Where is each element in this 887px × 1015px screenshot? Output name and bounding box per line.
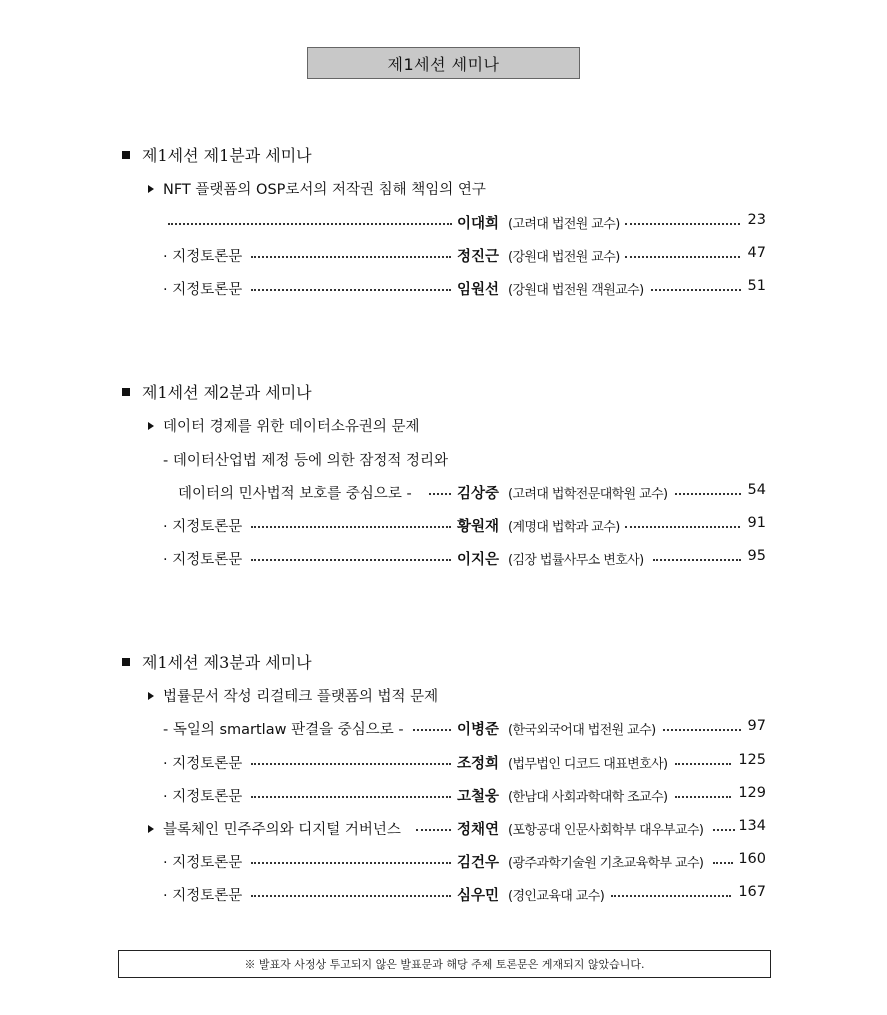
toc-entry [163,785,766,807]
triangle-bullet-icon [148,185,154,193]
section-heading-text: 제1세션 제3분과 세미나 [142,653,312,672]
author-name: 이대희 [457,216,500,232]
leader-dots [625,256,740,258]
page-number: 160 [738,851,766,867]
topic-title [148,178,486,199]
page-number: 167 [738,884,766,900]
page-number: 129 [738,785,766,801]
page-number: 134 [738,818,766,834]
square-bullet-icon [122,151,130,159]
square-bullet-icon [122,388,130,396]
leader-dots [251,763,451,765]
author-name: 정채연 [457,822,500,838]
author-name: 이지은 [457,552,500,568]
entry-label: · 지정토론문 [163,552,243,568]
entry-label: · 지정토론문 [163,282,243,298]
author-affiliation: (강원대 법전원 객원교수) [508,283,644,298]
topic-subtitle: - 데이터산업법 제정 등에 의한 잠정적 정리와 [163,453,449,469]
author-name: 심우민 [457,888,500,904]
toc-entry [163,482,766,504]
leader-dots [625,526,740,528]
leader-dots [251,526,451,528]
footnote-box [118,950,771,978]
entry-label: · 지정토론문 [163,519,243,535]
section-heading-text: 제1세션 제1분과 세미나 [142,146,312,165]
author-affiliation: (경인교육대 교수) [508,889,605,904]
page-number: 54 [747,482,766,498]
author-affiliation: (고려대 법학전문대학원 교수) [508,487,668,502]
topic-text: 법률문서 작성 리걸테크 플랫폼의 법적 문제 [163,689,439,705]
section-heading-2 [122,380,312,403]
triangle-bullet-icon [148,825,154,833]
entry-label: - 독일의 smartlaw 판결을 중심으로 - [163,722,404,738]
entry-label: · 지정토론문 [163,855,243,871]
leader-dots [675,763,731,765]
leader-dots [625,223,740,225]
author-affiliation: (법무법인 디코드 대표변호사) [508,757,668,772]
leader-dots [675,493,741,495]
toc-entry [163,515,766,537]
page-number: 47 [747,245,766,261]
topic-text: NFT 플랫폼의 OSP로서의 저작권 침해 책임의 연구 [163,182,486,198]
section-heading-3 [122,650,312,673]
leader-dots [429,493,451,495]
toc-entry [163,278,766,300]
author-name: 황원재 [457,519,500,535]
author-affiliation: (포항공대 인문사회학부 대우부교수) [508,823,704,838]
entry-label: · 지정토론문 [163,789,243,805]
entry-label: · 지정토론문 [163,756,243,772]
author-affiliation: (고려대 법전원 교수) [508,217,620,232]
page-number: 23 [747,212,766,228]
leader-dots [251,796,451,798]
author-affiliation: (한국외국어대 법전원 교수) [508,723,656,738]
author-affiliation: (한남대 사회과학대학 조교수) [508,790,668,805]
leader-dots [663,729,741,731]
leader-dots [251,862,451,864]
leader-dots [651,289,741,291]
toc-entry [163,884,766,906]
toc-entry [163,245,766,267]
leader-dots [251,559,451,561]
author-affiliation: (강원대 법전원 교수) [508,250,620,265]
toc-entry [163,752,766,774]
leader-dots [413,729,451,731]
entry-label: · 지정토론문 [163,249,243,265]
author-affiliation: (김장 법률사무소 변호사) [508,553,644,568]
toc-entry [148,818,766,840]
leader-dots [251,256,451,258]
author-name: 김건우 [457,855,500,871]
leader-dots [168,223,452,225]
page-number: 51 [747,278,766,294]
leader-dots [675,796,731,798]
author-name: 고철웅 [457,789,500,805]
toc-entry [163,548,766,570]
topic-title [148,415,420,436]
footnote-text: ※ 발표자 사정상 투고되지 않은 발표문과 해당 주제 토론문은 게재되지 않았습니다. [244,958,645,971]
toc-entry [163,212,766,234]
author-affiliation: (계명대 법학과 교수) [508,520,620,535]
author-name: 정진근 [457,249,500,265]
section-heading-text: 제1세션 제2분과 세미나 [142,383,312,402]
toc-entry [163,718,766,740]
page-number: 95 [747,548,766,564]
square-bullet-icon [122,658,130,666]
topic-text: 블록체인 민주주의와 디지털 거버넌스 [163,822,401,838]
leader-dots [653,559,741,561]
author-name: 임원선 [457,282,500,298]
toc-entry [163,851,766,873]
leader-dots [611,895,731,897]
page-title: 제1세션 세미나 [307,47,580,79]
page-number: 91 [747,515,766,531]
page-number: 97 [747,718,766,734]
author-name: 이병준 [457,722,500,738]
author-name: 조정희 [457,756,500,772]
leader-dots [713,862,733,864]
page-number: 125 [738,752,766,768]
triangle-bullet-icon [148,422,154,430]
section-heading-1 [122,143,312,166]
triangle-bullet-icon [148,692,154,700]
topic-title [148,685,438,706]
topic-title [148,818,401,839]
leader-dots [713,829,735,831]
author-affiliation: (광주과학기술원 기초교육학부 교수) [508,856,704,871]
topic-text: 데이터 경제를 위한 데이터소유권의 문제 [163,419,420,435]
leader-dots [416,829,451,831]
leader-dots [251,289,451,291]
entry-label: · 지정토론문 [163,888,243,904]
leader-dots [251,895,451,897]
entry-label: 데이터의 민사법적 보호를 중심으로 - [178,486,412,502]
author-name: 김상중 [457,486,500,502]
